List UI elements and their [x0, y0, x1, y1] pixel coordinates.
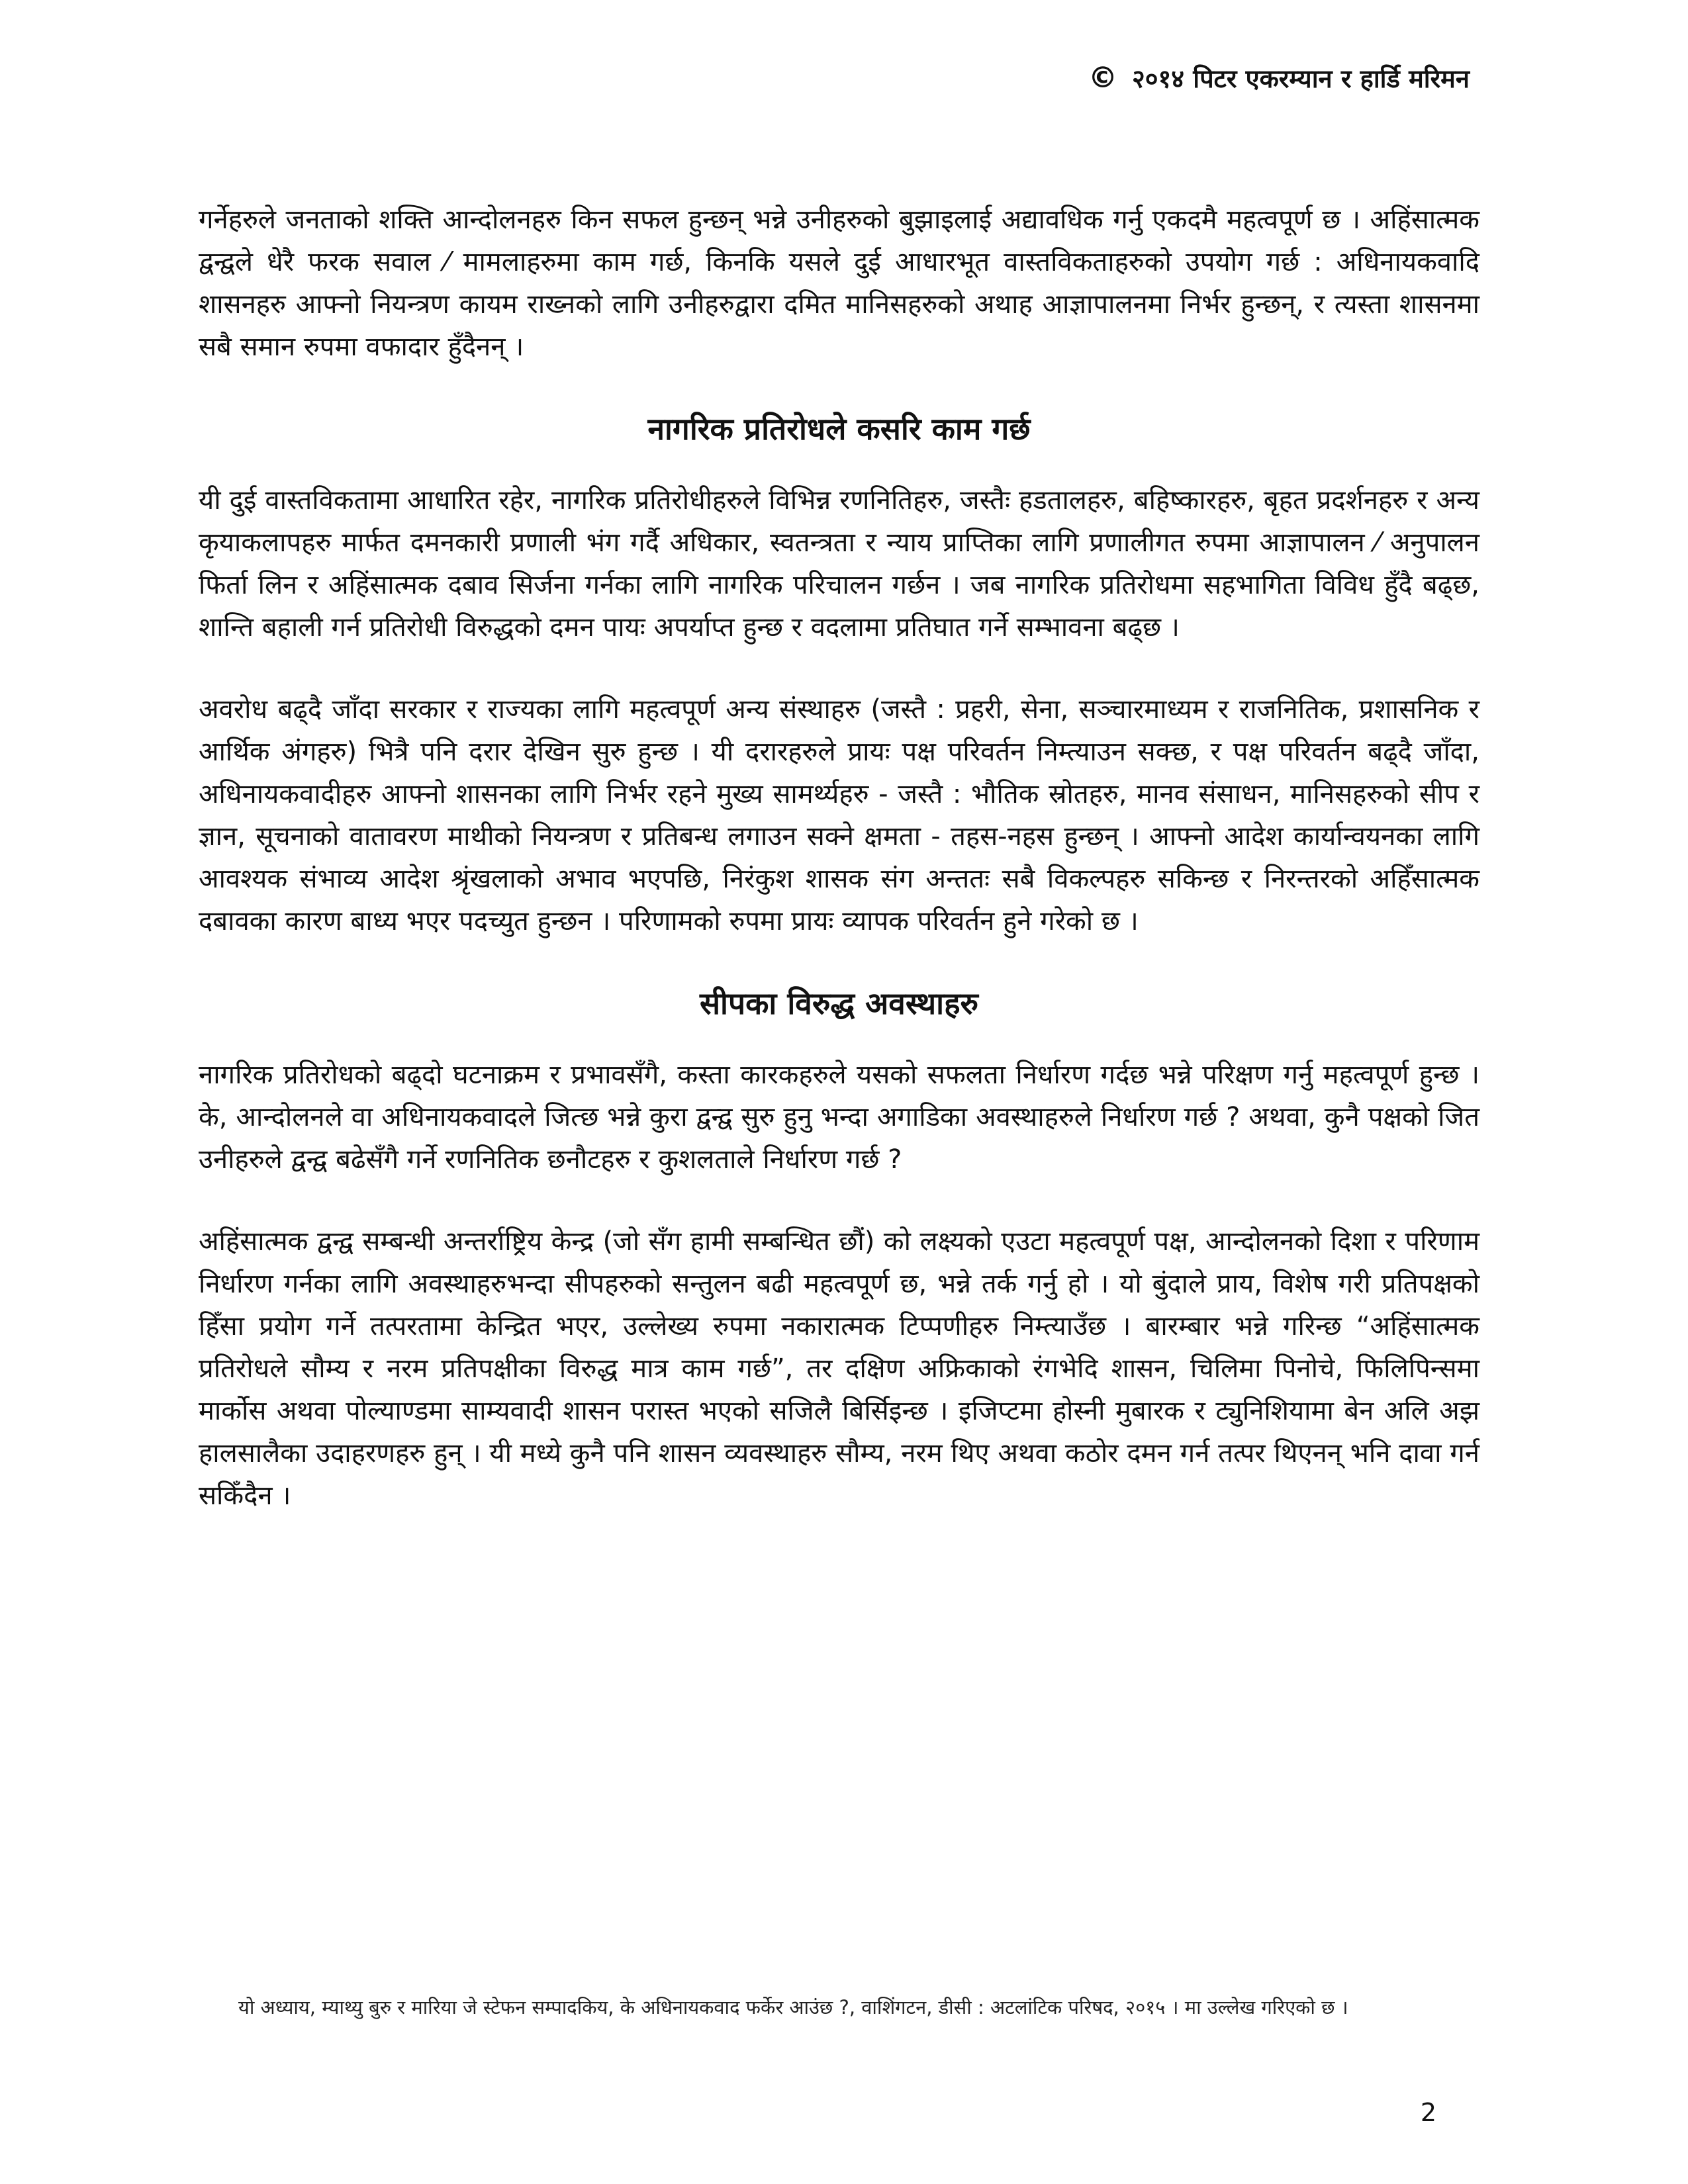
footnote: यो अध्याय, म्याथ्यु बुरु र मारिया जे स्टेफन सम्पादकिय, के अधिनायकवाद फर्केर आउंछ ?, वाशिंगटन, डीसी : अटलांटिक परिषद, २०१५ । मा उल्लेख गरिएको छ । [238, 1996, 1348, 2019]
how-paragraph-1: यी दुई वास्तविकतामा आधारित रहेर, नागरिक प्रतिरोधीहरुले विभिन्न रणनितिहरु, जस्तैः हडतालहरु, बहिष्कारहरु, बृहत प्रदर्शनहरु र अन्य कृयाकलापहरु मार्फत दमनकारी प्रणाली भंग गर्दै अधिकार, स्वतन्त्रता र न्याय प्राप्तिका लागि प्रणालीगत रुपमा आज्ञापालन ⁄ अनुपालन फिर्ता लिन र अहिंसात्मक दबाव सिर्जना गर्नका लागि नागरिक परिचालन गर्छन । जब नागरिक प्रतिरोधमा सहभागिता विविध हुँदै बढ्छ, शान्ति बहाली गर्न प्रतिरोधी विरुद्धको दमन पायः अपर्याप्त हुन्छ र वदलामा प्रतिघात गर्ने सम्भावना बढ्छ । [199, 485, 1479, 643]
how-paragraph-2: अवरोध बढ्दै जाँदा सरकार र राज्यका लागि महत्वपूर्ण अन्य संस्थाहरु (जस्तै : प्रहरी, सेना, सञ्चारमाध्यम र राजनितिक, प्रशासनिक र आर्थिक अंगहरु) भित्रै पनि दरार देखिन सुरु हुन्छ । यी दरारहरुले प्रायः पक्ष परिवर्तन निम्त्याउन सक्छ, र पक्ष परिवर्तन बढ्दै जाँदा, अधिनायकवादीहरु आफ्नो शासनका लागि निर्भर रहने मुख्य सामर्थ्यहरु - जस्तै : भौतिक स्रोतहरु, मानव संसाधन, मानिसहरुको सीप र ज्ञान, सूचनाको वातावरण माथीको नियन्त्रण र प्रतिबन्ध लगाउन सक्ने क्षमता - तहस-नहस हुन्छन् । आफ्नो आदेश कार्यान्वयनका लागि आवश्यक संभाव्य आदेश श्रृंखलाको अभाव भएपछि, निरंकुश शासक संग अन्ततः सबै विकल्पहरु सकिन्छ र निरन्तरको अहिँसात्मक दबावका कारण बाध्य भएर पदच्युत हुन्छन । परिणामको रुपमा प्रायः व्यापक परिवर्तन हुने गरेको छ । [199, 694, 1479, 936]
conditions-paragraph-2: अहिंसात्मक द्वन्द्व सम्बन्धी अन्तर्राष्ट्रिय केन्द्र (जो सँग हामी सम्बन्धित छौं) को लक्ष्यको एउटा महत्वपूर्ण पक्ष, आन्दोलनको दिशा र परिणाम निर्धारण गर्नका लागि अवस्थाहरुभन्दा सीपहरुको सन्तुलन बढी महत्वपूर्ण छ, भन्ने तर्क गर्नु हो । यो बुंदाले प्राय, विशेष गरी प्रतिपक्षको हिँसा प्रयोग गर्ने तत्परतामा केन्द्रित भएर, उल्लेख्य रुपमा नकारात्मक टिप्पणीहरु निम्त्याउँछ । बारम्बार भन्ने गरिन्छ “अहिंसात्मक प्रतिरोधले सौम्य र नरम प्रतिपक्षीका विरुद्ध मात्र काम गर्छ”, तर दक्षिण अफ्रिकाको रंगभेदि शासन, चिलिमा पिनोचे, फिलिपिन्समा मार्कोस अथवा पोल्याण्डमा साम्यवादी शासन परास्त भएको सजिलै बिर्सिइन्छ । इजिप्टमा होस्नी मुबारक र ट्युनिशियामा बेन अलि अझ हालसालैका उदाहरणहरु हुन् । यी मध्ये कुनै पनि शासन व्यवस्थाहरु सौम्य, नरम थिए अथवा कठोर दमन गर्न तत्पर थिएनन् भनि दावा गर्न सकिँदैन । [199, 1226, 1479, 1511]
copyright-symbol: © [1088, 61, 1117, 95]
page-header [1088, 61, 1470, 95]
page-number: 2 [1420, 2098, 1436, 2127]
main-content [199, 199, 1479, 1557]
section-title-conditions-vs-skills: सीपका विरुद्ध अवस्थाहरु [699, 985, 979, 1021]
intro-paragraph: गर्नेहरुले जनताको शक्ति आन्दोलनहरु किन सफल हुन्छन् भन्ने उनीहरुको बुझाइलाई अद्यावधिक गर्नु एकदमै महत्वपूर्ण छ । अहिंसात्मक द्वन्द्वले धेरै फरक सवाल ⁄ मामलाहरुमा काम गर्छ, किनकि यसले दुई आधारभूत वास्तविकताहरुको उपयोग गर्छ : अधिनायकवादि शासनहरु आफ्नो नियन्त्रण कायम राख्नको लागि उनीहरुद्वारा दमित मानिसहरुको अथाह आज्ञापालनमा निर्भर हुन्छन्, र त्यस्ता शासनमा सबै समान रुपमा वफादार हुँदैनन् । [199, 205, 1479, 362]
section-title-how-it-works: नागरिक प्रतिरोधले कसरि काम गर्छ [647, 411, 1031, 447]
header-text: २०१४ पिटर एकरम्यान र हार्डि मरिमन [1131, 64, 1470, 93]
conditions-paragraph-1: नागरिक प्रतिरोधको बढ्दो घटनाक्रम र प्रभावसँगै, कस्ता कारकहरुले यसको सफलता निर्धारण गर्दछ भन्ने परिक्षण गर्नु महत्वपूर्ण हुन्छ । के, आन्दोलनले वा अधिनायकवादले जित्छ भन्ने कुरा द्वन्द्व सुरु हुनु भन्दा अगाडिका अवस्थाहरुले निर्धारण गर्छ ? अथवा, कुनै पक्षको जित उनीहरुले द्वन्द्व बढेसँगै गर्ने रणनितिक छनौटहरु र कुशलताले निर्धारण गर्छ ? [199, 1060, 1479, 1175]
